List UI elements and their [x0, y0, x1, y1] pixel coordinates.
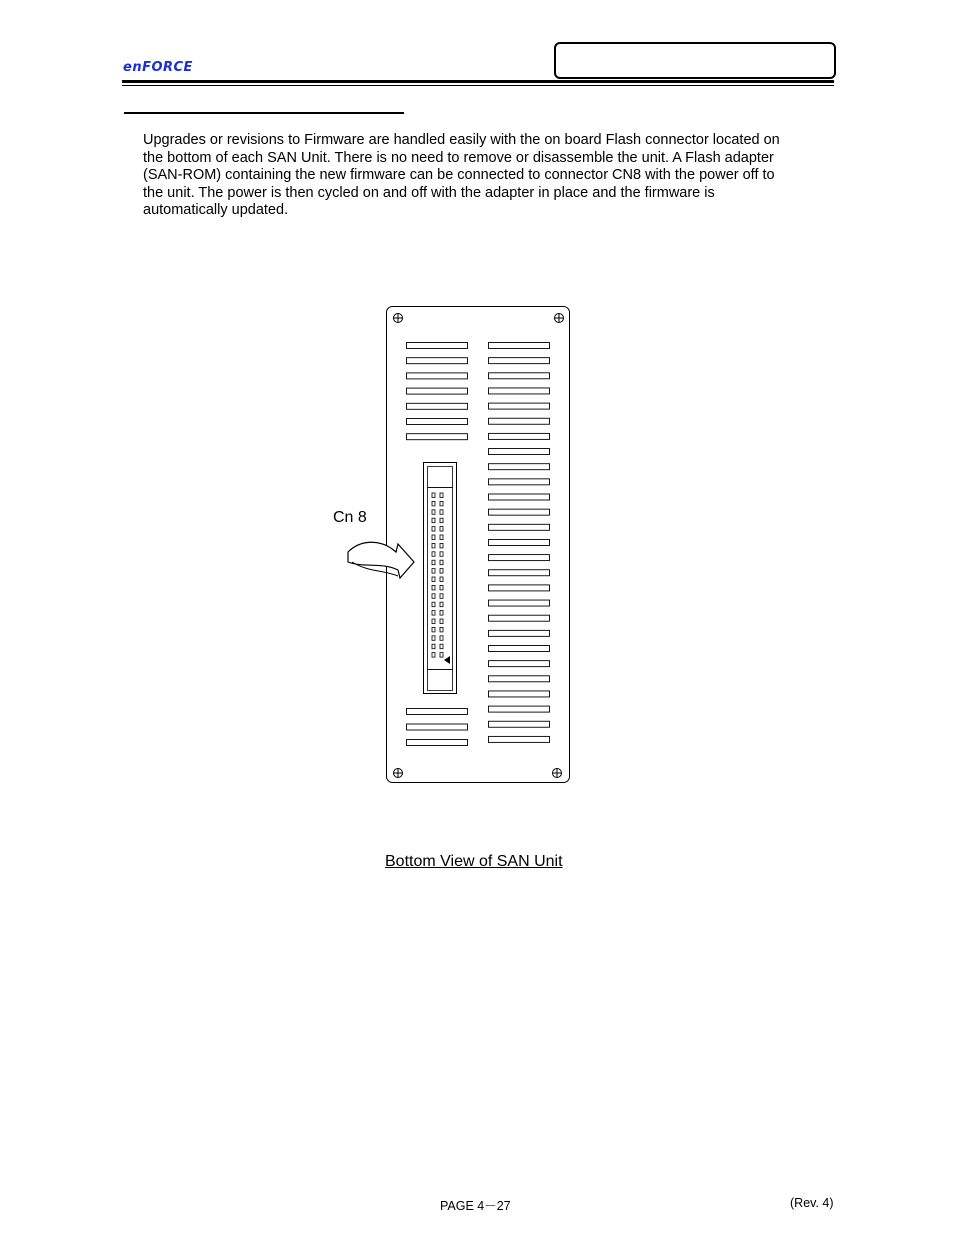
connector-pin	[432, 527, 435, 532]
connector-pin	[440, 619, 443, 624]
connector-pin	[432, 560, 435, 565]
vent-slot	[489, 630, 550, 636]
body-line: the bottom of each SAN Unit. There is no need to remove or disassemble the unit. A Flash adapter	[143, 149, 774, 166]
connector-pin	[440, 493, 443, 498]
connector-pin	[440, 594, 443, 599]
vent-slot	[489, 646, 550, 652]
vent-slot	[489, 418, 550, 424]
body-line: the unit. The power is then cycled on and off with the adapter in place and the firmware is	[143, 184, 715, 201]
cn8-connector	[424, 463, 457, 694]
vent-slot	[489, 479, 550, 485]
vent-slot	[407, 373, 468, 379]
vent-slot	[489, 524, 550, 530]
vent-slot	[407, 388, 468, 394]
page-number: PAGE 4－27	[440, 1199, 511, 1213]
vent-slot	[489, 388, 550, 394]
vent-slot	[489, 600, 550, 606]
screw-hole-icon	[553, 769, 562, 778]
vent-slot	[407, 403, 468, 409]
vent-slot	[489, 403, 550, 409]
connector-pin	[440, 636, 443, 641]
vent-slot	[489, 706, 550, 712]
connector-pin	[440, 569, 443, 574]
body-line: (SAN-ROM) containing the new firmware can be connected to connector CN8 with the power off to	[143, 167, 775, 184]
connector-pin	[440, 510, 443, 515]
vent-slot	[489, 585, 550, 591]
vent-slot	[489, 509, 550, 515]
vent-slot	[489, 539, 550, 545]
connector-pin	[440, 518, 443, 523]
connector-pin	[432, 510, 435, 515]
vent-slot	[489, 358, 550, 364]
connector-pin	[440, 560, 443, 565]
vent-slot	[489, 721, 550, 727]
connector-pin	[432, 493, 435, 498]
connector-pin	[432, 653, 435, 658]
vent-slot	[489, 464, 550, 470]
connector-pin	[432, 543, 435, 548]
screw-hole-icon	[394, 769, 403, 778]
vent-slot	[489, 661, 550, 667]
screw-hole-icon	[555, 314, 564, 323]
header-box	[554, 42, 836, 79]
vent-slot	[407, 419, 468, 425]
connector-pin	[432, 611, 435, 616]
connector-pin	[432, 518, 435, 523]
vent-slot	[489, 494, 550, 500]
connector-pin	[432, 569, 435, 574]
vent-slot	[489, 615, 550, 621]
vent-slot	[407, 343, 468, 349]
connector-pin	[432, 585, 435, 590]
connector-pin	[432, 627, 435, 632]
connector-pin	[432, 501, 435, 506]
connector-pin	[440, 577, 443, 582]
connector-pin	[440, 644, 443, 649]
header-rule-thick	[122, 80, 834, 83]
vent-slot	[489, 433, 550, 439]
vent-slot	[489, 691, 550, 697]
connector-pin	[440, 552, 443, 557]
san-unit-figure	[330, 300, 590, 805]
connector-pin	[432, 552, 435, 557]
vent-slot	[489, 343, 550, 349]
connector-pin	[432, 535, 435, 540]
connector-pin	[432, 644, 435, 649]
vent-slot	[407, 740, 468, 746]
vent-slot	[407, 709, 468, 715]
vent-slot	[489, 736, 550, 742]
connector-pin	[440, 535, 443, 540]
vent-slot	[489, 555, 550, 561]
body-line: automatically updated.	[143, 202, 289, 219]
body-paragraph	[143, 132, 833, 220]
vent-slot	[489, 373, 550, 379]
connector-pin	[432, 636, 435, 641]
connector-pin	[440, 585, 443, 590]
cn8-label: Cn 8	[333, 509, 367, 526]
connector-pin	[440, 627, 443, 632]
vent-slot	[489, 676, 550, 682]
connector-pin	[432, 602, 435, 607]
vent-slot	[407, 724, 468, 730]
body-line: Upgrades or revisions to Firmware are handled easily with the on board Flash connector located on	[143, 132, 780, 148]
connector-pin	[440, 527, 443, 532]
section-title-underline	[124, 112, 404, 114]
connector-pin	[440, 501, 443, 506]
connector-pin	[440, 543, 443, 548]
connector-pin	[432, 619, 435, 624]
header-rule-thin	[122, 85, 834, 86]
connector-pin	[432, 577, 435, 582]
screw-hole-icon	[394, 314, 403, 323]
vent-slot	[489, 570, 550, 576]
revision-label: (Rev. 4)	[790, 1196, 834, 1210]
connector-pin	[440, 611, 443, 616]
vent-slot	[489, 449, 550, 455]
vent-slot	[407, 434, 468, 440]
connector-pin	[440, 653, 443, 658]
connector-pin	[432, 594, 435, 599]
enforce-logo: enFORCE	[123, 60, 193, 75]
vent-slot	[407, 358, 468, 364]
connector-pin	[440, 602, 443, 607]
figure-caption: Bottom View of SAN Unit	[385, 853, 563, 870]
san-unit-bottom-view	[330, 300, 590, 800]
